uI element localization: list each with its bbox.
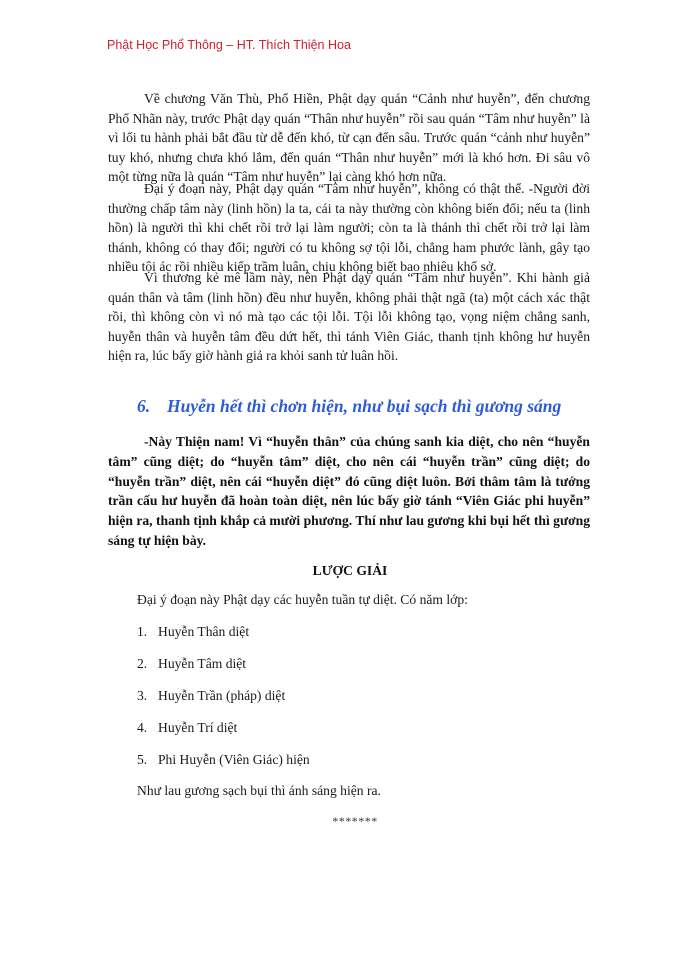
list-text: Phi Huyễn (Viên Giác) hiện	[158, 752, 310, 767]
paragraph-1	[108, 89, 590, 187]
list-number: 4.	[137, 720, 148, 735]
section-number: 6.	[137, 396, 151, 416]
section-heading	[137, 396, 617, 417]
list-number: 5.	[137, 752, 148, 767]
list-item	[137, 624, 249, 640]
paragraph-2	[108, 179, 590, 277]
list-text: Huyễn Trí diệt	[158, 720, 238, 735]
paragraph-text: Đại ý đoạn này, Phật dạy quán “Tâm như huyễn”, không có thật thể. -Người đời thường chấp tâm này (linh hồn) la ta, cái ta này thường còn không biến đổi; nếu ta (linh hồn) là người thì khi chết rồi trở lại làm người; còn ta là thánh thì chết rồi trở lại làm thánh, không có thay đổi; người có tu không sợ tội lỗi, chẳng ham phước lành, gây tạo nhiều tội ác rồi nhiều kiếp trầm luân, chịu không biết bao nhiêu khổ sở.	[108, 181, 590, 274]
list-text: Huyễn Trần (pháp) diệt	[158, 688, 286, 703]
section-title: Huyễn hết thì chơn hiện, như bụi sạch thì gương sáng	[167, 396, 562, 416]
list-item	[137, 656, 246, 672]
list-item	[137, 752, 310, 768]
list-text: Huyễn Tâm diệt	[158, 656, 247, 671]
paragraph-text: Vì thương kẻ mê lầm này, nên Phật dạy quán “Tâm như huyễn”. Khi hành giả quán thân và tâm (linh hồn) đều như huyễn, không phải thật ngã (ta) một cách xác thật rồi, thì không còn vì nó mà tạo các tội lỗi. Tội lỗi không tạo, vọng niệm chẳng sanh, huyễn thân và huyễn tâm đều dứt hết, thì tánh Viên Giác, thanh tịnh không hư huyễn hiện ra, lúc bấy giờ hành giả ra khỏi sanh tử luân hồi.	[108, 270, 590, 363]
list-item	[137, 688, 285, 704]
list-number: 3.	[137, 688, 148, 703]
commentary-title: LƯỢC GIẢI	[312, 563, 388, 578]
list-item	[137, 720, 237, 736]
sutra-quote	[108, 432, 590, 551]
section-separator: *******	[332, 814, 378, 828]
commentary-closing: Như lau gương sạch bụi thì ánh sáng hiện ra.	[137, 783, 381, 798]
commentary-intro: Đại ý đoạn này Phật dạy các huyễn tuần tự diệt. Có năm lớp:	[137, 592, 468, 607]
list-text: Huyễn Thân diệt	[158, 624, 250, 639]
running-header: Phật Học Phổ Thông – HT. Thích Thiện Hoa	[107, 38, 351, 52]
paragraph-text: Về chương Văn Thù, Phổ Hiền, Phật dạy quán “Cảnh như huyễn”, đến chương Phổ Nhãn này, trước Phật dạy quán “Thân như huyễn” rồi sau quán “Tâm như huyễn” là vì lối tu hành phải bắt đầu từ dễ đến khó, từ cạn đến sâu. Trước quán “cảnh như huyễn” tuy khó, nhưng chưa khó lắm, đến quán “Thân như huyễn” mới là khó hơn. Đi sâu vô một từng nữa là quán “Tâm như huyễn” lại càng khó hơn nữa.	[108, 91, 590, 184]
list-number: 2.	[137, 656, 148, 671]
list-number: 1.	[137, 624, 148, 639]
quote-text: -Này Thiện nam! Vì “huyễn thân” của chúng sanh kia diệt, cho nên “huyễn tâm” cũng diệt; do “huyễn tâm” diệt, cho nên cái “huyễn trần” cũng diệt; do “huyễn trần” diệt, nên cái “huyễn diệt” đó cũng diệt luôn. Bởi thâm tâm là tướng trần cấu hư huyễn đã hoàn toàn diệt, nên lúc bấy giờ tánh “Viên Giác phi huyễn” hiện ra, thanh tịnh khắp cả mười phương. Thí như lau gương khi bụi hết thì gương sáng tự hiện bày.	[108, 434, 590, 548]
paragraph-3	[108, 268, 590, 366]
